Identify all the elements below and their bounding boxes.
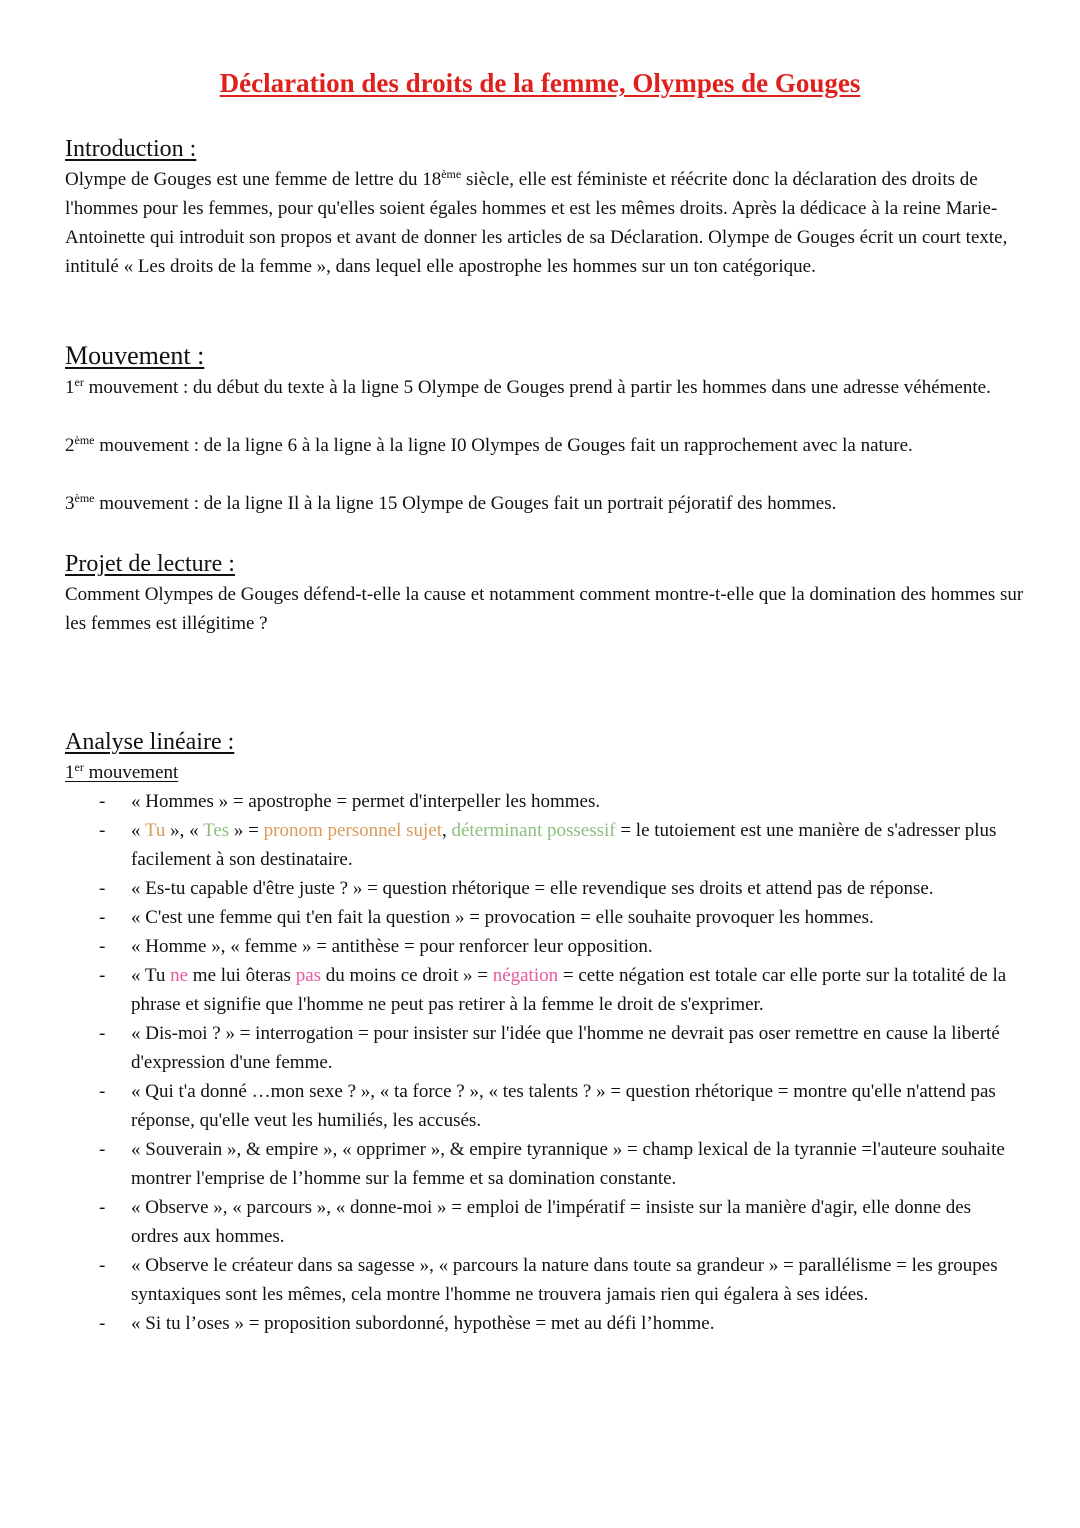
mouvement-2-num: 2 (65, 435, 75, 456)
intro-text-1: Olympe de Gouges est une femme de lettre du 18 (65, 169, 442, 190)
sub-sup: er (74, 760, 84, 774)
bullet-dash: - (99, 1139, 106, 1160)
bullet-dash: - (99, 791, 106, 812)
projet-paragraph: Comment Olympes de Gouges défend-t-elle la cause et notamment comment montre-t-elle que la domination des hommes sur les femmes est illégitime ? (65, 584, 1024, 634)
highlight-tes: Tes (203, 820, 230, 841)
bullet-dash: - (99, 1255, 106, 1276)
intro-superscript: ème (441, 167, 462, 181)
analyse-heading: Analyse linéaire : (65, 729, 235, 755)
bullet-dash: - (99, 936, 106, 957)
list-item (0, 874, 1021, 903)
bullet-dash: - (99, 1023, 106, 1044)
text-fragment: du moins ce droit » = (321, 965, 493, 986)
sub-num: 1 (65, 762, 75, 783)
list-item-text: « C'est une femme qui t'en fait la question » = provocation = elle souhaite provoquer les hommes. (131, 907, 874, 928)
mouvement-item-2 (65, 431, 1025, 460)
text-fragment: = le tutoiement est une manière de s'adresser plus facilement à son destinataire. (131, 820, 997, 870)
text-fragment: « (131, 820, 145, 841)
mouvement-heading: Mouvement : (65, 341, 205, 370)
mouvement-3-sup: ème (74, 491, 95, 505)
bullet-dash: - (99, 878, 106, 899)
list-item-text: « Es-tu capable d'être juste ? » = question rhétorique = elle revendique ses droits et attend pas de réponse. (131, 878, 934, 899)
mouvement-1-sup: er (74, 375, 84, 389)
list-item (0, 932, 1021, 961)
list-item-text: « Observe », « parcours », « donne-moi » = emploi de l'impératif = insiste sur la manière d'agir, elle donne des ordres aux hommes. (131, 1197, 972, 1247)
list-item (0, 816, 1021, 874)
introduction-paragraph (65, 165, 1025, 281)
analyse-subheading (65, 758, 178, 787)
text-fragment: , (441, 820, 452, 841)
bullet-dash: - (99, 820, 106, 841)
analyse-bullet-list (0, 787, 1080, 1338)
text-fragment: », « (165, 820, 204, 841)
document-title: Déclaration des droits de la femme, Olympes de Gouges (219, 68, 861, 98)
highlight-tu: Tu (144, 820, 166, 841)
text-fragment: « Tu (131, 965, 171, 986)
text-fragment: me lui ôteras (188, 965, 296, 986)
intro-text-2: siècle, elle est féministe et réécrite donc la déclaration des droits de l'hommes pour les femmes, pour qu'elles soient égales hommes et est les mêmes droits. Après la dédicace à la reine Marie-Antoinette qui introduit son propos et avant de donner les articles de sa Déclaration. Olympe de Gouges écrit un court texte, intitulé « Les droits de la femme », dans lequel elle apostrophe les hommes sur un ton catégorique. (65, 169, 1008, 277)
mouvement-3-num: 3 (65, 493, 75, 514)
mouvement-3-text: mouvement : de la ligne Il à la ligne 15 Olympe de Gouges fait un portrait péjoratif des hommes. (94, 493, 837, 514)
highlight-ne: ne (170, 965, 189, 986)
mouvement-item-3 (65, 489, 1025, 518)
bullet-dash: - (99, 1081, 106, 1102)
list-item-text: « Observe le créateur dans sa sagesse », « parcours la nature dans toute sa grandeur » = parallélisme = les groupes syntaxiques sont les mêmes, cela montre l'homme ne trouvera jamais rien qui égalera à ses idées. (131, 1255, 998, 1305)
mouvement-1-num: 1 (65, 377, 75, 398)
list-item-text: « Si tu l’oses » = proposition subordonné, hypothèse = met au défi l’homme. (131, 1313, 715, 1334)
list-item (0, 1251, 1021, 1309)
list-item (0, 787, 1021, 816)
list-item (0, 1193, 1021, 1251)
text-fragment: » = (229, 820, 264, 841)
list-item (0, 1135, 1021, 1193)
bullet-dash: - (99, 907, 106, 928)
list-item-text: « Dis-moi ? » = interrogation = pour insister sur l'idée que l'homme ne devrait pas oser remettre en cause la liberté d'expression d'une femme. (131, 1023, 1000, 1073)
list-item (0, 961, 1021, 1019)
list-item (0, 1019, 1021, 1077)
sub-text: mouvement (83, 762, 179, 783)
projet-heading: Projet de lecture : (65, 551, 235, 577)
list-item-text: « Hommes » = apostrophe = permet d'interpeller les hommes. (131, 791, 601, 812)
highlight-negation: négation (492, 965, 559, 986)
text-fragment: = cette négation est totale car elle porte sur la totalité de la phrase et signifie que l'homme ne peut pas retirer à la femme le droit de s'exprimer. (131, 965, 1007, 1015)
list-item-text: « Qui t'a donné …mon sexe ? », « ta force ? », « tes talents ? » = question rhétorique = montre qu'elle n'attend pas réponse, qu'elle veut les humiliés, les accusés. (131, 1081, 996, 1131)
list-item (0, 1309, 1021, 1338)
mouvement-item-1 (65, 373, 1025, 402)
highlight-pronom: pronom personnel sujet (263, 820, 442, 841)
mouvement-1-text: mouvement : du début du texte à la ligne 5 Olympe de Gouges prend à partir les hommes dans une adresse véhémente. (83, 377, 991, 398)
mouvement-2-text: mouvement : de la ligne 6 à la ligne à la ligne I0 Olympes de Gouges fait un rapprochement avec la nature. (94, 435, 913, 456)
highlight-determinant: déterminant possessif (451, 820, 616, 841)
bullet-dash: - (99, 1313, 106, 1334)
list-item (0, 1077, 1021, 1135)
list-item (0, 903, 1021, 932)
mouvement-2-sup: ème (74, 433, 95, 447)
bullet-dash: - (99, 1197, 106, 1218)
highlight-pas: pas (295, 965, 322, 986)
bullet-dash: - (99, 965, 106, 986)
list-item-text: « Souverain », & empire », « opprimer », & empire tyrannique » = champ lexical de la tyrannie =l'auteure souhaite montrer l'emprise de l’homme sur la femme et sa domination constante. (131, 1139, 1005, 1189)
list-item-text: « Homme », « femme » = antithèse = pour renforcer leur opposition. (131, 936, 653, 957)
introduction-heading: Introduction : (65, 136, 197, 162)
